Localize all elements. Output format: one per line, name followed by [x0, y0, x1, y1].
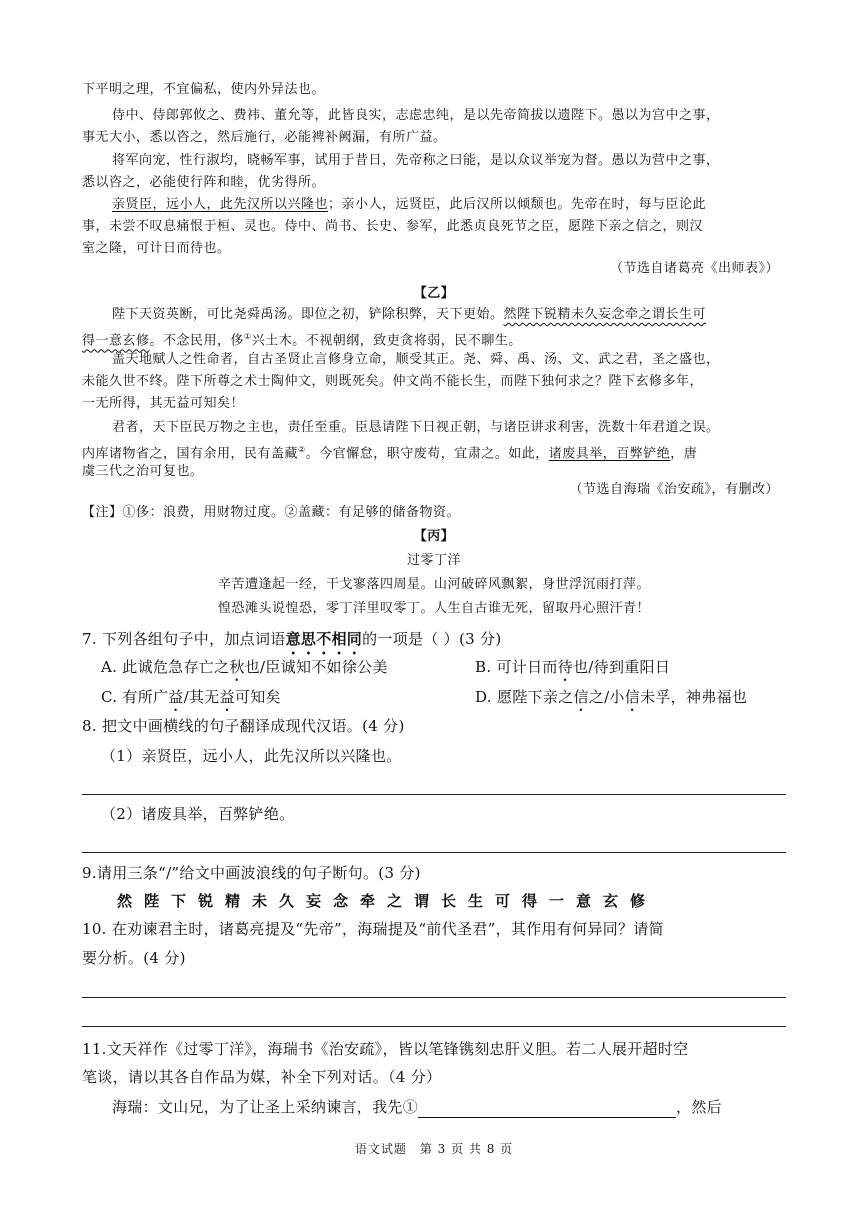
q9-stem: 9.请用三条“/”给文中画波浪线的句子断句。(3 分) [82, 864, 421, 882]
q9-sentence: 然陛下锐精未久妄念牵之谓长生可得一意玄修 [117, 892, 658, 910]
q8-sentence-1: （1）亲贤臣，远小人，此先汉所以兴隆也。 [101, 747, 402, 765]
q10-answer-line-2[interactable] [82, 1026, 786, 1027]
q7-option-d-dotted-1: 信 [573, 688, 589, 706]
q7-option-b [475, 656, 670, 685]
q7-option-d-text-1: 愿陛下亲之 [496, 688, 574, 706]
q7-option-d-dotted-2: 信 [624, 688, 641, 706]
yi-wavy-sentence-a: 然陛下锐精未久妄念牵之谓长生可 [503, 307, 707, 322]
jia-line-3c: 室之隆，可计日而待也。 [82, 241, 231, 256]
yi-source: （节选自海瑞《治安疏》，有删改） [569, 482, 779, 497]
yi-heading: 【乙】 [413, 286, 455, 301]
q7-option-a-text-2: 也/臣诚知不如徐公美 [244, 658, 388, 676]
q11-stem-b: 笔谈，请以其各自作品为媒，补全下列对话。（4 分） [82, 1068, 442, 1086]
jia-line-2a: 将军向宠，性行淑均，晓畅军事，试用于昔日，先帝称之曰能，是以众议举宠为督。愚以为营中之事， [112, 153, 720, 168]
q11-blank-1[interactable] [418, 1099, 676, 1118]
yi-underlined-sentence: 诸废具举，百弊铲绝 [548, 446, 671, 462]
jia-line-1b: 事无大小，悉以咨之，然后施行，必能裨补阙漏，有所广益。 [82, 130, 447, 145]
jia-underlined-sentence: 亲贤臣，远小人，此先汉所以兴隆也 [112, 197, 329, 212]
q7-option-d-text-2: 之/小 [588, 688, 625, 706]
q7-stem-a: 7. 下列各组句子中，加点词语 [82, 630, 286, 648]
yi-line-3b-start: 内库诸物省之，国有余用，民有盖藏 [82, 446, 299, 462]
yi-line-1a [112, 305, 706, 325]
q7-option-b-text-1: 可计日而 [496, 658, 558, 676]
yi-line-2b: 未能久世不终。陛下所尊之术士陶仲文，则既死矣。仲文尚不能长生，而陛下独何求之？陛下玄修多年， [82, 374, 704, 389]
q7-stem-emphasis: 意思不相同 [285, 630, 363, 648]
q7-option-a-label: A. [101, 658, 118, 676]
note-marker-1: ① [244, 332, 252, 341]
yi-line-2a: 盖天地赋人之性命者，自古圣贤止言修身立命，顺受其正。尧、舜、禹、汤、文、武之君，圣之盛也， [112, 352, 720, 367]
q8-answer-line-2[interactable] [82, 852, 786, 853]
yi-note: 【注】①侈：浪费，用财物过度。②盖藏：有足够的储备物资。 [82, 505, 461, 520]
q8-answer-line-1[interactable] [82, 794, 786, 795]
q7-option-c-text-3: 可知矣 [234, 688, 281, 706]
q7-option-a-text-1: 此诚危急存亡之 [122, 658, 230, 676]
q11-dialog-haerui [112, 1096, 722, 1118]
jia-line-3a [112, 195, 706, 215]
q11-dialog-end: ，然后 [676, 1098, 722, 1116]
q8-sentence-2: （2）诸废具举，百弊铲绝。 [101, 805, 295, 823]
poem-line-2: 惶恐滩头说惶恐，零丁洋里叹零丁。人生自古谁无死，留取丹心照汗青！ [217, 601, 650, 616]
yi-wavy-sentence-b: 得一意玄修 [82, 333, 150, 349]
jia-line-2b: 悉以咨之，必能使行阵和睦，优劣得所。 [82, 175, 326, 190]
q10-stem-b: 要分析。(4 分) [82, 949, 186, 967]
q7-option-c-dotted-2: 益 [219, 688, 235, 706]
yi-line-2c: 一无所得，其无益可知矣！ [82, 396, 245, 411]
yi-line-3a: 君者，天下臣民万物之主也，责任至重。臣恳请陛下日视正朝，与诸臣讲求利害，洗数十年君道之误。 [112, 420, 720, 435]
q7-stem [82, 628, 502, 658]
yi-line-3c: 虞三代之治可复也。 [82, 464, 204, 479]
q7-option-c-label: C. [101, 688, 118, 706]
q7-option-d-label: D. [475, 688, 492, 706]
q7-option-d [475, 686, 747, 715]
q7-option-a-dotted: 秋 [229, 658, 245, 676]
q7-option-a [101, 656, 388, 685]
q7-stem-b: 的一项是（ ）(3 分) [362, 630, 502, 648]
yi-line-1a-start: 陛下天资英断，可比尧舜禹汤。即位之初，铲除积弊，天下更始。 [112, 307, 504, 322]
q7-option-b-dotted: 待 [557, 658, 573, 676]
bing-heading: 【丙】 [413, 529, 455, 544]
jia-source: （节选自诸葛亮《出师表》） [609, 261, 779, 276]
yi-line-1b [82, 327, 522, 351]
q7-option-b-label: B. [475, 658, 492, 676]
q10-stem-a: 10. 在劝谏君主时，诸葛亮提及“先帝”，海瑞提及“前代圣君”，其作用有何异同？请简 [82, 920, 664, 938]
yi-line-3b-end: ，唐 [670, 446, 698, 462]
yi-line-3b-mid: 。今官懈怠，职守废苟，宜肃之。如此， [305, 446, 549, 462]
poem-line-1: 辛苦遭逢起一经，干戈寥落四周星。山河破碎风飘絮，身世浮沉雨打萍。 [217, 577, 650, 592]
q8-stem: 8. 把文中画横线的句子翻译成现代汉语。(4 分) [82, 717, 405, 735]
q7-option-b-text-2: 也/待到重阳日 [573, 658, 671, 676]
jia-line-1a: 侍中、侍郎郭攸之、费祎、董允等，此皆良实，志虑忠纯，是以先帝简拔以遗陛下。愚以为宫中之事， [112, 108, 720, 123]
q11-stem-a: 11.文天祥作《过零丁洋》，海瑞书《治安疏》，皆以笔锋镌刻忠肝义胆。若二人展开超时空 [82, 1040, 689, 1058]
note-marker-2: ② [298, 445, 306, 454]
q10-answer-line-1[interactable] [82, 997, 786, 998]
yi-line-3b [82, 440, 697, 464]
jia-line-3b: 事，未尝不叹息痛恨于桓、灵也。侍中、尚书、长史、参军，此悉贞良死节之臣，愿陛下亲之信之，则汉 [82, 219, 704, 234]
yi-line-1b-rest-2: 兴土木。不视朝纲，致吏贪将弱，民不聊生。 [251, 333, 522, 349]
jia-line-3a-rest: ；亲小人，远贤臣，此后汉所以倾颓也。先帝在时，每与臣论此 [328, 197, 707, 212]
q7-option-c-dotted-1: 益 [168, 688, 184, 706]
q7-option-d-text-3: 未孚，神弗福也 [640, 688, 748, 706]
q7-option-c [101, 686, 281, 715]
q7-option-c-text-1: 有所广 [122, 688, 169, 706]
poem-title: 过零丁洋 [406, 553, 461, 568]
yi-line-1b-rest-1: 。不念民用，侈 [149, 333, 245, 349]
q11-dialog-start: 海瑞：文山兄，为了让圣上采纳谏言，我先① [112, 1098, 419, 1116]
q7-option-c-text-2: /其无 [183, 688, 220, 706]
page-footer: 语文试题 第 3 页 共 8 页 [354, 1142, 514, 1156]
jia-line-0: 下平明之理，不宜偏私，使内外异法也。 [82, 82, 326, 97]
